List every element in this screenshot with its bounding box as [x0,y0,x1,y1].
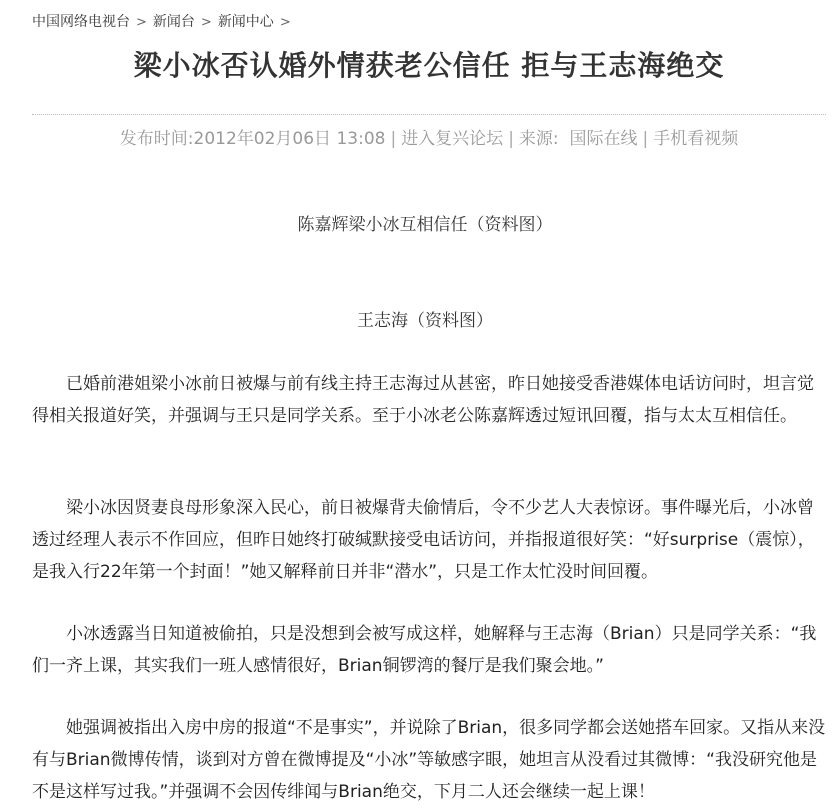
image-caption: 陈嘉辉梁小冰互相信任（资料图） [297,215,553,235]
article-paragraph: 梁小冰因贤妻良母形象深入民心，前日被爆背夫偷情后，令不少艺人大表惊讶。事件曝光后，小冰曾透过经理人表示不作回应，但昨日她终打破缄默接受电话访问，并指报道很好笑：“好surprise（震惊），是我入行22年第一个封面！”她又解释前日并非“潜水”，只是工作太忙没时间回覆。 [32,498,815,582]
source-link[interactable]: 国际在线 [569,129,638,149]
forum-link[interactable]: 进入复兴论坛 [401,129,504,149]
title-divider [32,114,826,115]
meta-separator: | [390,129,397,149]
article-paragraph: 已婚前港姐梁小冰前日被爆与前有线主持王志海过从甚密，昨日她接受香港媒体电话访问时，坦言觉得相关报道好笑，并强调与王只是同学关系。至于小冰老公陈嘉辉透过短讯回覆，指与太太互相信任。 [32,374,814,426]
source-label: 来源: [518,129,559,149]
meta-separator: | [508,129,514,149]
breadcrumb-separator: > [200,15,212,30]
article-title: 梁小冰否认婚外情获老公信任 拒与王志海绝交 [133,49,725,82]
meta-separator: | [642,129,649,149]
article-paragraph: 小冰透露当日知道被偷拍，只是没想到会被写成这样，她解释与王志海（Brian）只是同学关系：“我们一齐上课，其实我们一班人感情很好，Brian铜锣湾的餐厅是我们聚会地。” [32,624,817,676]
breadcrumb-separator: > [279,15,291,30]
article-paragraph: 她强调被指出入房中房的报道“不是事实”，并说除了Brian，很多同学都会送她搭车回家。又指从来没有与Brian微博传情，谈到对方曾在微博提及“小冰”等敏感字眼，她坦言从没看过其微博：“我没研究他是不是这样写过我。”并强调不会因传绯闻与Brian绝交，下月二人还会继续一起上课！ [32,718,826,802]
publish-time: 发布时间:2012年02月06日 13:08 [119,129,386,149]
breadcrumb-separator: > [136,15,147,30]
article-meta [0,127,838,151]
image-caption: 王志海（资料图） [357,311,493,331]
breadcrumb-item-news-center[interactable]: 新闻中心 [217,14,274,30]
breadcrumb [32,12,297,33]
breadcrumb-item-news-channel[interactable]: 新闻台 [152,14,195,30]
breadcrumb-item-cntv[interactable]: 中国网络电视台 [32,14,130,30]
mobile-video-link[interactable]: 手机看视频 [653,129,739,149]
